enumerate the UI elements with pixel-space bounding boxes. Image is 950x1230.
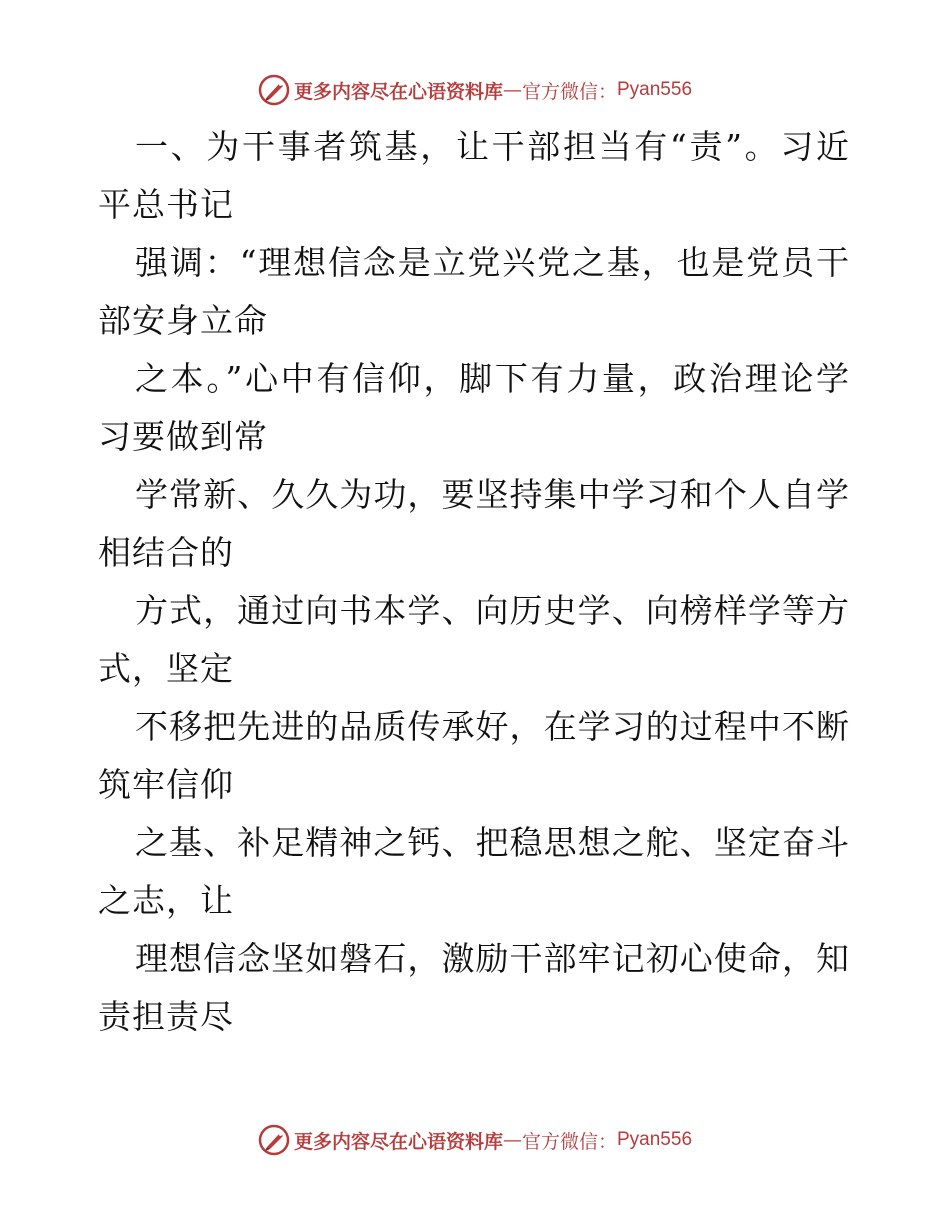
document-body: [98, 118, 850, 1046]
watermark-wechat-label: 官方微信：: [521, 80, 617, 103]
paragraph-line: 习要做到常: [98, 417, 268, 456]
footer-watermark: [0, 1120, 950, 1160]
paragraph-line: 责担责尽: [98, 997, 234, 1036]
watermark-wechat-label: 官方微信：: [521, 1130, 617, 1153]
quill-pen-logo-icon: [258, 1124, 290, 1156]
paragraph-line: 相结合的: [98, 533, 234, 572]
watermark-separator: —: [502, 1129, 522, 1151]
paragraph-line: 之基、补足精神之钙、把稳思想之舵、坚定奋斗: [135, 823, 850, 862]
paragraph-line: 强调：“理想信念是立党兴党之基，也是党员干: [135, 243, 850, 282]
watermark-main-text: 更多内容尽在心语资料库: [293, 1130, 503, 1153]
paragraph-line: 不移把先进的品质传承好，在学习的过程中不断: [135, 707, 850, 746]
paragraph-line: 平总书记: [98, 185, 234, 224]
watermark-separator: —: [502, 79, 522, 101]
watermark-wechat-id: Pyan556: [617, 79, 693, 100]
paragraph-line: 理想信念坚如磐石，激励干部牢记初心使命，知: [135, 939, 850, 978]
paragraph-line: 筑牢信仰: [98, 765, 234, 804]
paragraph-line: 方式，通过向书本学、向历史学、向榜样学等方: [135, 591, 850, 630]
watermark-wechat-id: Pyan556: [617, 1129, 693, 1150]
paragraph-line: 之志，让: [98, 881, 234, 920]
paragraph-line: 式，坚定: [98, 649, 234, 688]
watermark-main-text: 更多内容尽在心语资料库: [293, 80, 503, 103]
paragraph-line: 之本。”心中有信仰，脚下有力量，政治理论学: [135, 359, 850, 398]
paragraph-line: 部安身立命: [98, 301, 268, 340]
quill-pen-logo-icon: [258, 74, 290, 106]
paragraph-line: 一、为干事者筑基，让干部担当有“责”。习近: [135, 127, 850, 166]
header-watermark: [0, 70, 950, 110]
paragraph-line: 学常新、久久为功，要坚持集中学习和个人自学: [135, 475, 850, 514]
